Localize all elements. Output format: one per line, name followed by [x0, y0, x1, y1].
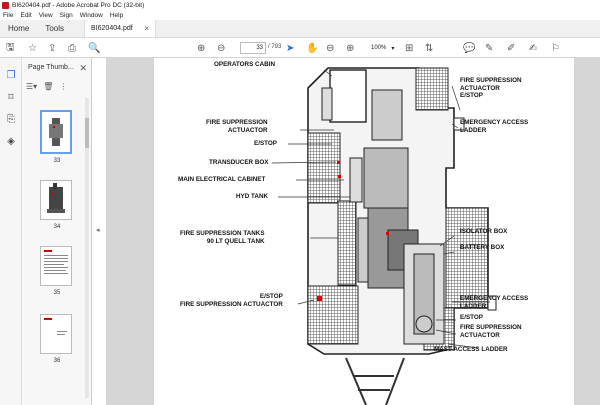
- print-icon[interactable]: ⎙: [68, 42, 76, 54]
- thumbnail-drawing: [42, 112, 70, 152]
- close-panel-icon[interactable]: ✕: [79, 63, 87, 73]
- highlight-pen-icon[interactable]: ✎: [485, 42, 494, 54]
- thumbnail-number: 36: [53, 358, 61, 364]
- zoom-value: 100%: [371, 45, 387, 51]
- draw-pencil-icon[interactable]: ✐: [507, 42, 516, 54]
- window-title-bar: [0, 0, 600, 10]
- label-main-electrical-cabinet: MAIN ELECTRICAL CABINET: [178, 176, 266, 183]
- menu-bar: [0, 10, 600, 20]
- menu-view[interactable]: View: [38, 11, 53, 19]
- next-page-icon[interactable]: ⊖: [217, 42, 226, 54]
- thumbnail-number: 33: [53, 158, 61, 164]
- chevron-down-icon: ▾: [391, 45, 395, 52]
- left-navigation-rail: [0, 58, 22, 405]
- sign-icon[interactable]: ✍: [529, 42, 538, 54]
- toolbar: [0, 38, 600, 58]
- previous-page-icon[interactable]: ⊕: [197, 42, 206, 54]
- thumbnails-tools: [26, 82, 67, 94]
- menu-window[interactable]: Window: [79, 11, 103, 19]
- label-battery-box: BATTERY BOX: [460, 244, 505, 251]
- scroll-mode-icon[interactable]: ⇅: [425, 42, 434, 54]
- label-fire-suppression-tanks: FIRE SUPPRESSION TANKS 90 LT QUELL TANK: [180, 230, 265, 245]
- page-number-value: 33: [256, 45, 263, 51]
- label-estop-fire-suppression-lower-left: E/STOP FIRE SUPPRESSION ACTUACTOR: [180, 293, 283, 308]
- page-thumbnails-icon[interactable]: ❐: [6, 69, 16, 81]
- tab-home[interactable]: Home: [8, 24, 30, 33]
- label-mast-access-ladder: MAST ACCESS LADDER: [434, 346, 508, 353]
- search-icon[interactable]: 🔍: [88, 42, 101, 54]
- page-thumbnail-35[interactable]: [40, 246, 72, 286]
- label-fire-suppression-actuactor-right-lower: FIRE SUPPRESSION ACTUACTOR: [460, 324, 522, 339]
- label-fire-suppression-actuactor-left: FIRE SUPPRESSION ACTUACTOR: [206, 119, 268, 134]
- save-icon[interactable]: 🖫: [6, 41, 15, 53]
- window-title: BI620404.pdf - Adobe Acrobat Pro DC (32-bit): [12, 1, 145, 9]
- thumbnails-panel-title: Page Thumb...: [28, 64, 74, 71]
- hand-tool-icon[interactable]: ✋: [306, 42, 319, 54]
- collapse-panel-icon[interactable]: ◂: [96, 227, 100, 234]
- tab-document[interactable]: [84, 20, 156, 37]
- thumbnail-drawing: [41, 247, 71, 285]
- label-fire-suppression-actuactor-estop-right: FIRE SUPPRESSION ACTUACTOR E/STOP: [460, 77, 522, 100]
- document-viewport[interactable]: [106, 58, 600, 405]
- menu-sign[interactable]: Sign: [59, 11, 73, 19]
- label-hyd-tank: HYD TANK: [236, 193, 269, 200]
- page-thumbnail-34[interactable]: [40, 180, 72, 220]
- zoom-select[interactable]: [368, 42, 398, 54]
- thumbnails-panel: [22, 58, 92, 405]
- attachment-icon[interactable]: ⎘: [7, 113, 15, 125]
- zoom-out-icon[interactable]: ⊖: [326, 42, 335, 54]
- layers-icon[interactable]: ◈: [7, 135, 15, 147]
- more-options-icon[interactable]: ⋮: [59, 82, 68, 91]
- comment-icon[interactable]: 💬: [463, 42, 476, 54]
- menu-edit[interactable]: Edit: [20, 11, 32, 19]
- page-thumbnail-36[interactable]: [40, 314, 72, 354]
- label-estop-left: E/STOP: [254, 140, 277, 147]
- stamp-icon[interactable]: ⚐: [551, 42, 560, 54]
- star-bookmark-icon[interactable]: ☆: [28, 42, 37, 54]
- zoom-in-icon[interactable]: ⊕: [346, 42, 355, 54]
- pdf-page: [154, 58, 574, 405]
- menu-file[interactable]: File: [3, 11, 14, 19]
- tab-tools[interactable]: Tools: [45, 24, 65, 33]
- label-estop-right-lower: E/STOP: [460, 314, 483, 321]
- label-emergency-access-ladder-top: EMERGENCY ACCESS LADDER: [460, 119, 529, 134]
- menu-help[interactable]: Help: [109, 11, 124, 19]
- thumbnail-number: 34: [53, 224, 61, 230]
- thumbnail-drawing: [41, 315, 71, 353]
- fit-page-icon[interactable]: ⊞: [405, 42, 414, 54]
- upload-icon[interactable]: ⇪: [48, 42, 57, 54]
- tab-document-label: BI620404.pdf: [91, 25, 133, 32]
- thumbnail-number: 35: [53, 290, 61, 296]
- tab-bar: [0, 20, 600, 38]
- thumbnail-options-icon[interactable]: ☰▾: [26, 82, 38, 91]
- bookmark-icon[interactable]: ⌑: [8, 91, 14, 103]
- label-operators-cabin: OPERATORS CABIN: [214, 61, 275, 68]
- select-cursor-icon[interactable]: ➤: [286, 42, 295, 54]
- page-number-input[interactable]: [240, 42, 266, 54]
- page-thumbnail-33[interactable]: [40, 110, 72, 154]
- thumbnail-drawing: [41, 181, 71, 219]
- page-count: / 793: [268, 44, 282, 50]
- thumbnails-scrollbar[interactable]: [85, 98, 89, 398]
- delete-page-icon[interactable]: 🗑: [43, 82, 54, 91]
- label-transducer-box: TRANSDUCER BOX: [209, 159, 269, 166]
- label-isolator-box: ISOLATOR BOX: [460, 228, 508, 235]
- acrobat-app-icon: [2, 2, 9, 9]
- close-icon[interactable]: ×: [144, 24, 150, 33]
- label-emergency-access-ladder-bottom: EMERGENCY ACCESS LADDER: [460, 295, 529, 310]
